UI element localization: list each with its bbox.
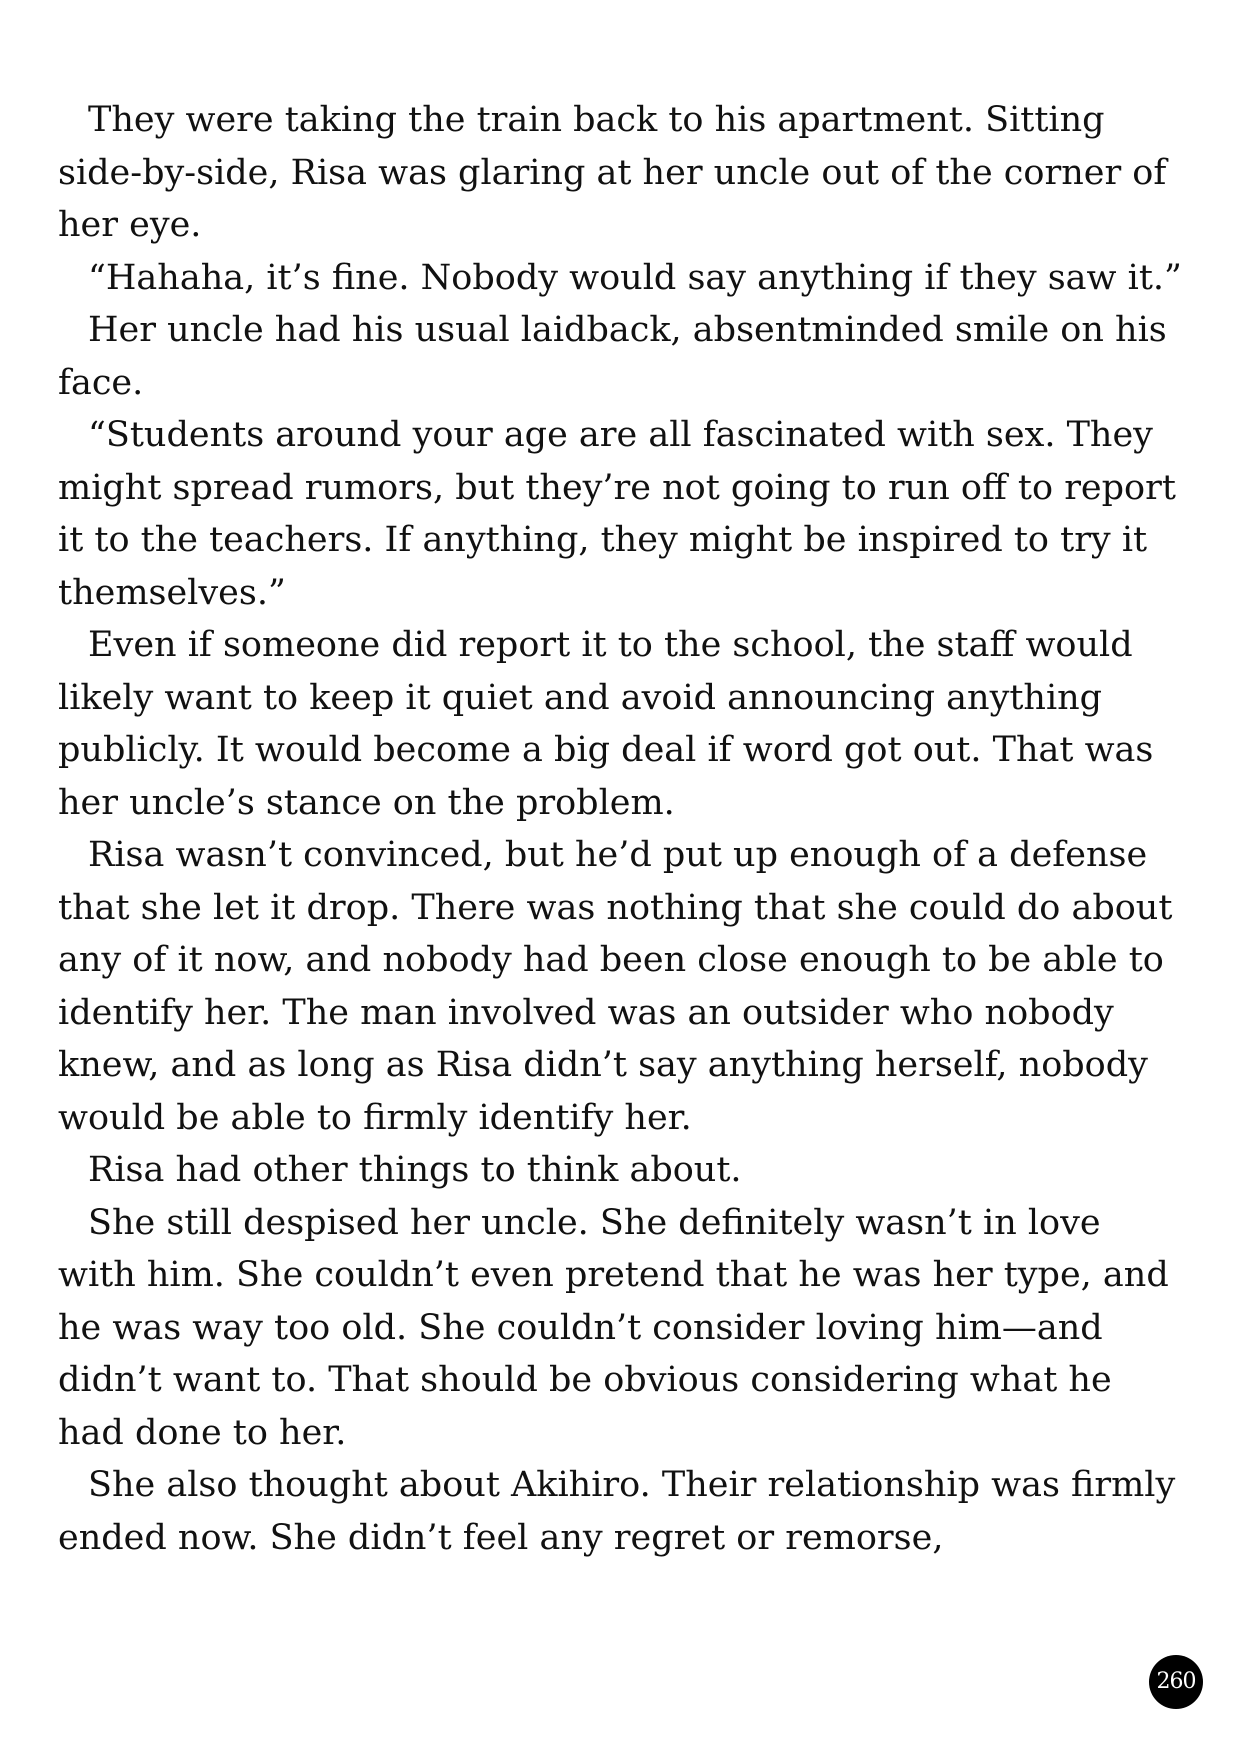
page-number-badge: 260 — [1149, 1655, 1203, 1709]
paragraph-2: “Hahaha, it’s fine. Nobody would say anything if they saw it.” — [88, 257, 1182, 298]
page-body-text — [58, 94, 1188, 1564]
paragraph-6: Risa wasn’t convinced, but he’d put up enough of a defense that she let it drop. There was nothing that she could do about any of it now, and nobody had been close enough to be able to identify her. The man involved was an outsider who nobody knew, and as long as Risa didn’t say anything herself, nobody would be able to firmly identify her. — [58, 835, 1173, 1138]
paragraph-5: Even if someone did report it to the school, the staff would likely want to keep it quiet and avoid announcing anything publicly. It would become a big deal if word got out. That was her uncle’s stance on the problem. — [58, 625, 1154, 823]
paragraph-1: They were taking the train back to his apartment. Sitting side-by-side, Risa was glaring at her uncle out of the corner of her eye. — [58, 100, 1167, 245]
paragraph-9: She also thought about Akihiro. Their relationship was firmly ended now. She didn’t feel any regret or remorse, — [58, 1465, 1176, 1558]
paragraph-8: She still despised her uncle. She definitely wasn’t in love with him. She couldn’t even pretend that he was her type, and he was way too old. She couldn’t consider loving him—and didn’t want to. That should be obvious considering what he had done to her. — [58, 1202, 1169, 1453]
paragraph-7: Risa had other things to think about. — [88, 1150, 742, 1190]
paragraph-3: Her uncle had his usual laidback, absentminded smile on his face. — [58, 310, 1167, 403]
paragraph-4: “Students around your age are all fascinated with sex. They might spread rumors, but they’re not going to run off to report it to the teachers. If anything, they might be inspired to try it themselves.” — [58, 415, 1176, 613]
